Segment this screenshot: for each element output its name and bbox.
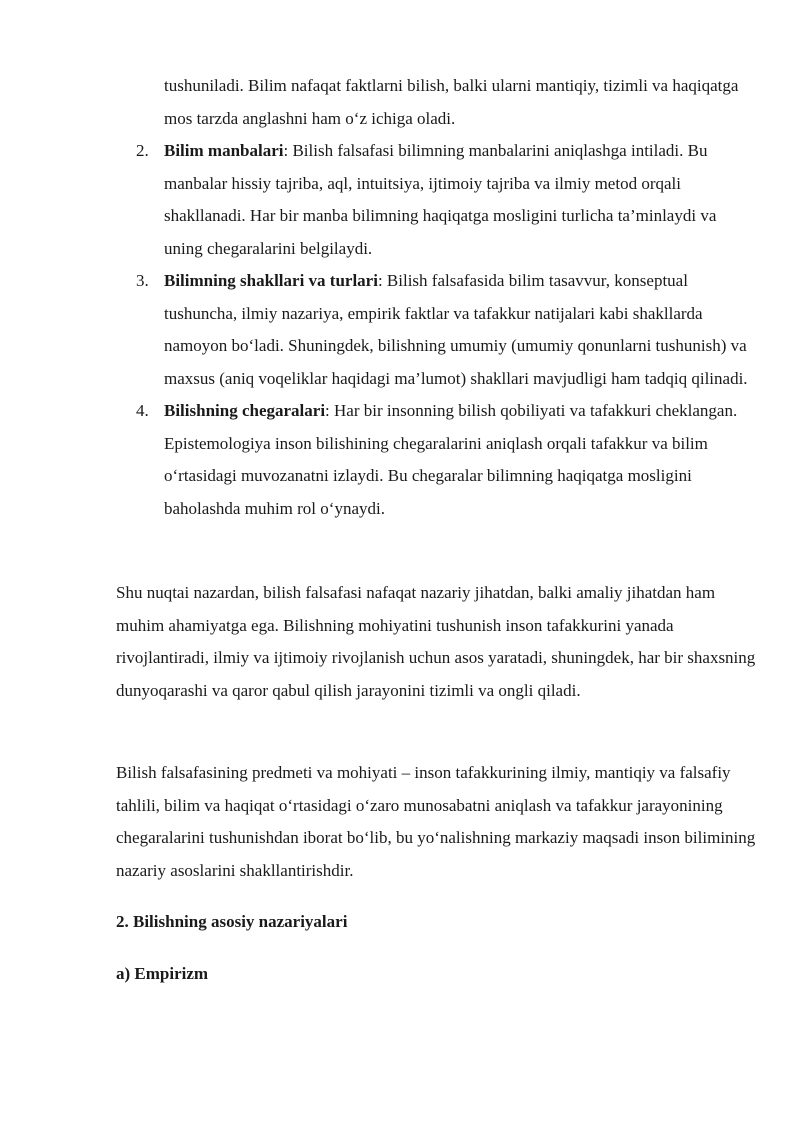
body-paragraph: Shu nuqtai nazardan, bilish falsafasi nafaqat nazariy jihatdan, balki amaliy jihatdan ham muhim ahamiyatga ega. Bilishning mohiyatini tushunish inson tafakkurini yanada rivojlantiradi, ilmiy va ijtimoiy rivojlanish uchun asos yaratadi, shuningdek, har bir shaxsning dunyoqarashi va qaror qabul qilish jarayonini tizimli va ongli qiladi. [116,583,756,700]
section-heading: 2. Bilishning asosiy nazariyalari [116,912,348,931]
list-item [136,265,754,395]
subsection-heading: a) Empirizm [116,964,209,983]
list-item-title: Bilim manbalari [164,141,284,160]
list-item-number: 2. [136,141,149,160]
list-item-continuation [164,70,754,135]
list-item-text: : Bilish falsafasida bilim tasavvur, konseptual tushuncha, ilmiy nazariya, empirik faktlar va tafakkur natijalari kabi shakllarda namoyon bo‘ladi. Shuningdek, bilishning umumiy (umumiy qonunlarni tushunish) va maxsus (aniq voqeliklar haqidagi ma’lumot) shakllari mavjudligi ham tadqiq qilinadi. [164,271,748,388]
list-item-title: Bilimning shakllari va turlari [164,271,378,290]
list-item-text: : Bilish falsafasi bilimning manbalarini aniqlashga intiladi. Bu manbalar hissiy tajriba, aql, intuitsiya, ijtimoiy tajriba va ilmiy metod orqali shakllanadi. Har bir manba bilimning haqiqatga mosligini turlicha ta’minlaydi va uning chegaralarini belgilaydi. [164,141,717,258]
list-item-text: : Har bir insonning bilish qobiliyati va tafakkuri cheklangan. Epistemologiya inson bilishining chegaralarini aniqlash orqali tafakkur va bilim o‘rtasidagi muvozanatni izlaydi. Bu chegaralar bilimning haqiqatga mosligini baholashda muhim rol o‘ynaydi. [164,401,738,518]
body-paragraph: Bilish falsafasining predmeti va mohiyati – inson tafakkurining ilmiy, mantiqiy va falsafiy tahlili, bilim va haqiqat o‘rtasidagi o‘zaro munosabatni aniqlash va tafakkur jarayonining chegaralarini tushunishdan iborat bo‘lib, bu yo‘nalishning markaziy maqsadi inson bilimining nazariy asoslarini shakllantirishdir. [116,763,756,880]
list-item [136,135,754,265]
list-item-number: 4. [136,401,149,420]
list-item [136,395,754,525]
list-item-number: 3. [136,271,149,290]
numbered-list [0,70,800,525]
continuation-text: tushuniladi. Bilim nafaqat faktlarni bilish, balki ularni mantiqiy, tizimli va haqiqatga mos tarzda anglashni ham o‘z ichiga oladi. [164,76,739,128]
list-item-title: Bilishning chegaralari [164,401,326,420]
